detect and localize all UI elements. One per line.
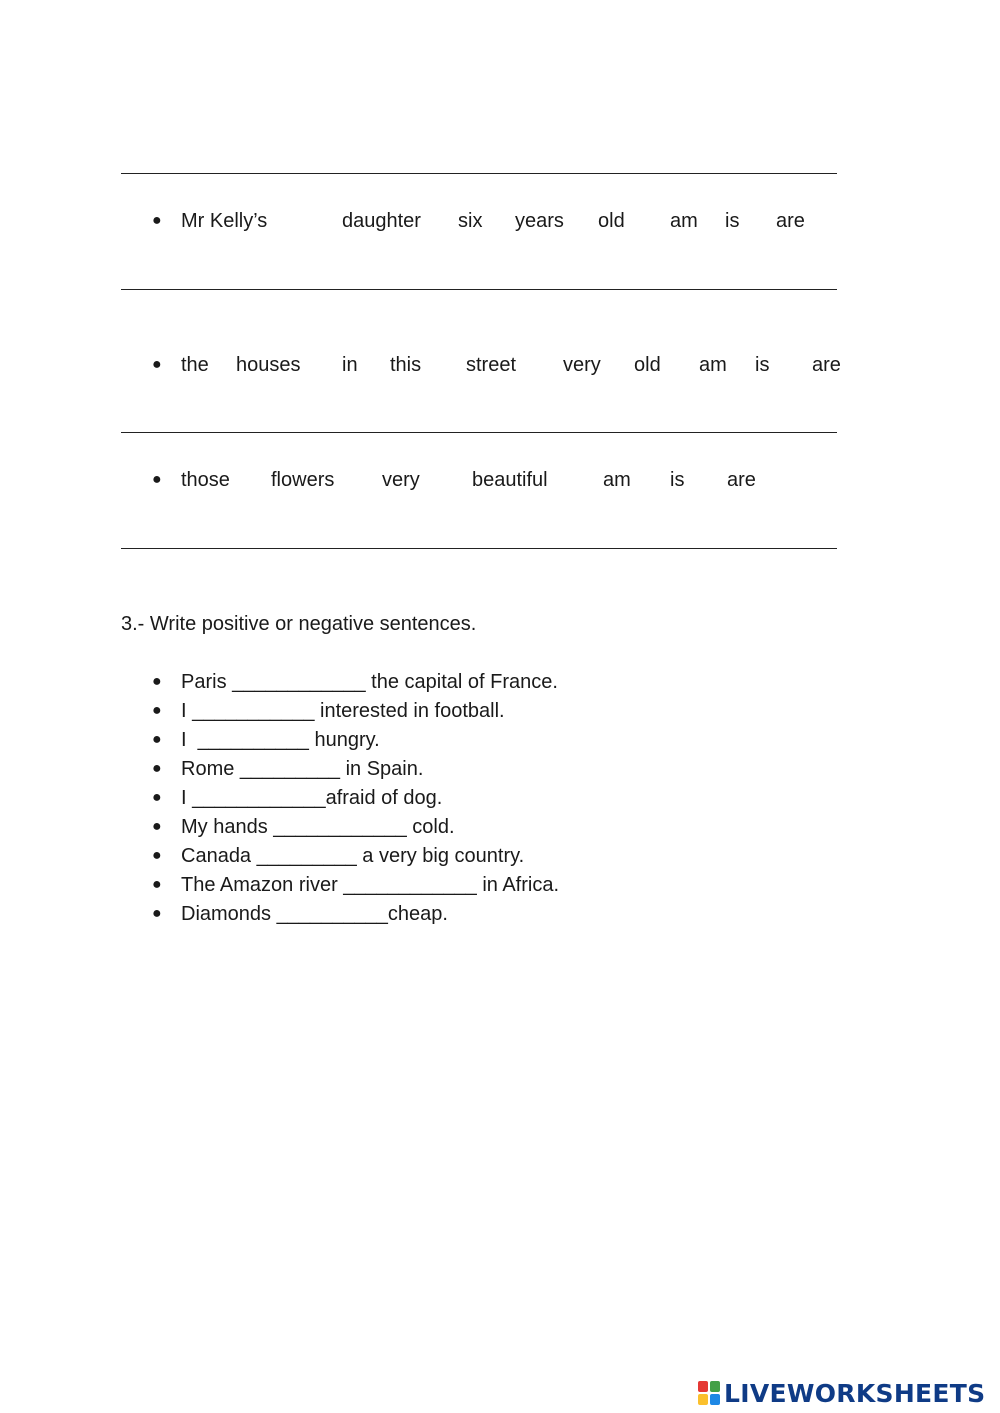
sentence-item[interactable] bbox=[152, 726, 380, 755]
prompt-word: years bbox=[515, 210, 564, 232]
prompt-word: the bbox=[181, 354, 209, 376]
sentence-item[interactable] bbox=[152, 900, 448, 929]
prompt-word: beautiful bbox=[472, 469, 548, 491]
sentence-item[interactable] bbox=[152, 755, 424, 784]
sentence-item[interactable] bbox=[152, 668, 558, 697]
prompt-word: Mr Kelly’s bbox=[181, 210, 268, 232]
bullet-icon: ● bbox=[152, 905, 162, 922]
sentence-text: I ___________ interested in football. bbox=[181, 700, 505, 722]
prompt-word: very bbox=[563, 354, 601, 376]
prompt-word: am bbox=[699, 354, 727, 376]
sentence-text: Paris ____________ the capital of France. bbox=[181, 671, 558, 693]
logo-square-icon bbox=[698, 1381, 708, 1392]
answer-line-3[interactable] bbox=[121, 432, 837, 433]
answer-line-4[interactable] bbox=[121, 548, 837, 549]
prompt-word: daughter bbox=[342, 210, 421, 232]
sentence-text: Rome _________ in Spain. bbox=[181, 758, 424, 780]
sentence-item[interactable] bbox=[152, 813, 455, 842]
prompt-word: flowers bbox=[271, 469, 335, 491]
answer-line-1[interactable] bbox=[121, 173, 837, 174]
prompt-word: six bbox=[458, 210, 483, 232]
bullet-icon: ● bbox=[152, 471, 162, 488]
brand-name: LIVEWORKSHEETS bbox=[724, 1378, 986, 1408]
prompt-word: in bbox=[342, 354, 358, 376]
answer-line-2[interactable] bbox=[121, 289, 837, 290]
prompt-word: are bbox=[727, 469, 756, 491]
prompt-word: is bbox=[670, 469, 685, 491]
logo-square-icon bbox=[710, 1394, 720, 1405]
liveworksheets-logo bbox=[698, 1378, 985, 1408]
bullet-icon: ● bbox=[152, 702, 162, 719]
bullet-icon: ● bbox=[152, 673, 162, 690]
sentence-list bbox=[152, 668, 560, 929]
exercise-3-heading: 3.- Write positive or negative sentences. bbox=[121, 613, 477, 635]
sentence-item[interactable] bbox=[152, 871, 560, 900]
logo-square-icon bbox=[698, 1394, 708, 1405]
bullet-icon: ● bbox=[152, 356, 162, 373]
bullet-icon: ● bbox=[152, 760, 162, 777]
sentence-text: I ____________afraid of dog. bbox=[181, 787, 443, 809]
prompt-word: are bbox=[776, 210, 805, 232]
prompt-word: is bbox=[725, 210, 740, 232]
bullet-icon: ● bbox=[152, 818, 162, 835]
prompt-word: very bbox=[382, 469, 420, 491]
prompt-word: are bbox=[812, 354, 841, 376]
prompt-word: those bbox=[181, 469, 230, 491]
bullet-icon: ● bbox=[152, 876, 162, 893]
prompt-word: old bbox=[598, 210, 625, 232]
liveworksheets-logo-icon bbox=[698, 1381, 720, 1405]
prompt-word: this bbox=[390, 354, 422, 376]
sentence-item[interactable] bbox=[152, 784, 443, 813]
bullet-icon: ● bbox=[152, 212, 162, 229]
prompt-word: am bbox=[670, 210, 698, 232]
sentence-text: I __________ hungry. bbox=[181, 729, 380, 751]
logo-square-icon bbox=[710, 1381, 720, 1392]
sentence-text: My hands ____________ cold. bbox=[181, 816, 455, 838]
prompt-word: old bbox=[634, 354, 661, 376]
sentence-text: Diamonds __________cheap. bbox=[181, 903, 448, 925]
prompt-word: houses bbox=[236, 354, 301, 376]
prompt-word: am bbox=[603, 469, 631, 491]
bullet-icon: ● bbox=[152, 789, 162, 806]
prompt-word: is bbox=[755, 354, 770, 376]
bullet-icon: ● bbox=[152, 731, 162, 748]
sentence-item[interactable] bbox=[152, 697, 505, 726]
sentence-text: The Amazon river ____________ in Africa. bbox=[181, 874, 560, 896]
prompt-word: street bbox=[466, 354, 517, 376]
sentence-item[interactable] bbox=[152, 842, 525, 871]
bullet-icon: ● bbox=[152, 847, 162, 864]
sentence-text: Canada _________ a very big country. bbox=[181, 845, 525, 867]
